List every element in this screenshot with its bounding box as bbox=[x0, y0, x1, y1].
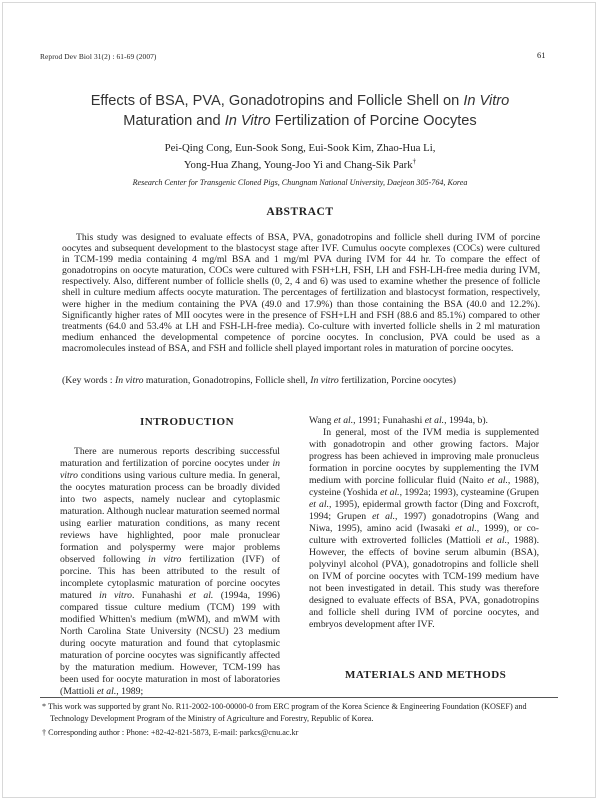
abstract-heading: ABSTRACT bbox=[266, 205, 334, 218]
paper-title-line-1: Effects of BSA, PVA, Gonadotropins and Follicle Shell on In Vitro bbox=[90, 93, 510, 109]
affiliation: Research Center for Transgenic Cloned Pigs, Chungnam National University, Daejeon 305-764, Korea bbox=[132, 178, 468, 187]
footnote-divider bbox=[40, 697, 558, 698]
methods-heading: MATERIALS AND METHODS bbox=[345, 669, 507, 681]
introduction-paragraph-2: In general, most of the IVM media is supplemented with gonadotropin and other growing factors. Major progress has been achieved in improving male pronucleus formation in porcine oocytes by supplementing the IVM medium with porcine follicular fluid (Naito et al., 1988), cysteine (Yoshida et al., 1992a; 1993), cysteamine (Grupen et al., 1995), epidermal growth factor (Ding and Foxcroft, 1994; Grupen et al., 1997) gonadotropins (Wang and Niwa, 1995), amino acid (Iwasaki et al., 1999), or co-culture with extroverted follicles (Mattioli et al., 1988). However, the effects of bovine serum albumin (BSA), polyvinyl alcohol (PVA), gonadotropins and follicle shell on IVM of porcine oocytes with TCM-199 medium have not been investigated in detail. This study was therefore designed to evaluate effects of BSA, PVA, gonadotropins and follicle shell during IVM of porcine oocytes, and embryos development after IVF. bbox=[309, 427, 539, 630]
introduction-paragraph-1: There are numerous reports describing successful maturation and fertilization of porcine oocytes under in vitro conditions using various culture media. In general, the oocytes maturation process can be broadly divided into two aspects, namely nuclear and cytoplasmic maturation. Although nuclear maturation seemed normal using earlier maturation conditions, as many recent reviews have highlighted, poor male pronuclear formation and polyspermy were major problems observed following in vitro fertilization (IVF) of porcine. This has been attributed to the result of incomplete cytoplasmic maturation of porcine oocytes matured in vitro. Funahashi et al. (1994a, 1996) compared tissue culture medium (TCM) 199 with modified Whitten's medium (mWM), and mWM with North Carolina State University (NCSU) 23 medium during oocyte maturation and found that cytoplasmic maturation of porcine oocytes was significantly affected by the maturation medium. However, TCM-199 has been used for oocyte maturation in most of laboratories (Mattioli et al., 1989; bbox=[60, 446, 280, 697]
footnote-corresponding-author: † Corresponding author : Phone: +82-42-821-5873, E-mail: parkcs@cnu.ac.kr bbox=[42, 728, 299, 737]
footnote-funding: * This work was supported by grant No. R11-2002-100-00000-0 from ERC program of the Korea Science & Engineering Foundation (KOSEF) and Technology Development Program of the Ministry of Agriculture and Forestry, Republic of Korea. bbox=[42, 702, 527, 723]
abstract-text: This study was designed to evaluate effects of BSA, PVA, gonadotropins and follicle shell during IVM of porcine oocytes and subsequent development to the blastocyst stage after IVF. Cumulus oocyte complexes (COCs) were cultured in TCM-199 media containing 4 mg/ml BSA and 1 mg/ml PVA during IVM for 44 hr. To compare the effect of gonadotropins on oocyte maturation, COCs were cultured with FSH+LH, FSH, LH and FSH-LH-free media during IVM, respectively. Also, different number of follicle shells (0, 2, 4 and 6) was used to examine whether the presence of follicle shell in culture medium affects oocyte maturation. The percentages of fertilization and blastocyst formation, respectively, were higher in the medium containing the PVA (49.0 and 17.9%) than those containing the BSA (40.0 and 12.2%). Significantly higher rates of MII oocytes were in the presence of FSH+LH and FSH (88.6 and 85.1%) compared to other treatments (64.0 and 53.4% at LH and FSH-LH-free media). Co-culture with inverted follicle shells in 2 ml maturation medium enhanced the developmental competence of porcine oocytes. In conclusion, PVA could be used as a macromolecules instead of BSA, and FSH and follicle shell played important roles in maturation of porcine oocytes. bbox=[62, 232, 540, 354]
page-number: 61 bbox=[537, 50, 546, 60]
keywords: (Key words : In vitro maturation, Gonadotropins, Follicle shell, In vitro fertilization, Porcine oocytes) bbox=[62, 375, 457, 386]
paper-title-line-2: Maturation and In Vitro Fertilization of Porcine Oocytes bbox=[123, 113, 477, 129]
right-column bbox=[309, 415, 539, 631]
introduction-heading: INTRODUCTION bbox=[140, 416, 235, 428]
authors-line-1: Pei-Qing Cong, Eun-Sook Song, Eui-Sook Kim, Zhao-Hua Li, bbox=[164, 142, 436, 154]
journal-citation: Reprod Dev Biol 31(2) : 61-69 (2007) bbox=[40, 52, 157, 61]
authors-line-2: Yong-Hua Zhang, Young-Joo Yi and Chang-Sik Park† bbox=[183, 157, 417, 171]
corresponding-mark: † bbox=[412, 157, 417, 166]
introduction-paragraph-1-continued: Wang et al., 1991; Funahashi et al., 1994a, b). bbox=[309, 415, 488, 426]
